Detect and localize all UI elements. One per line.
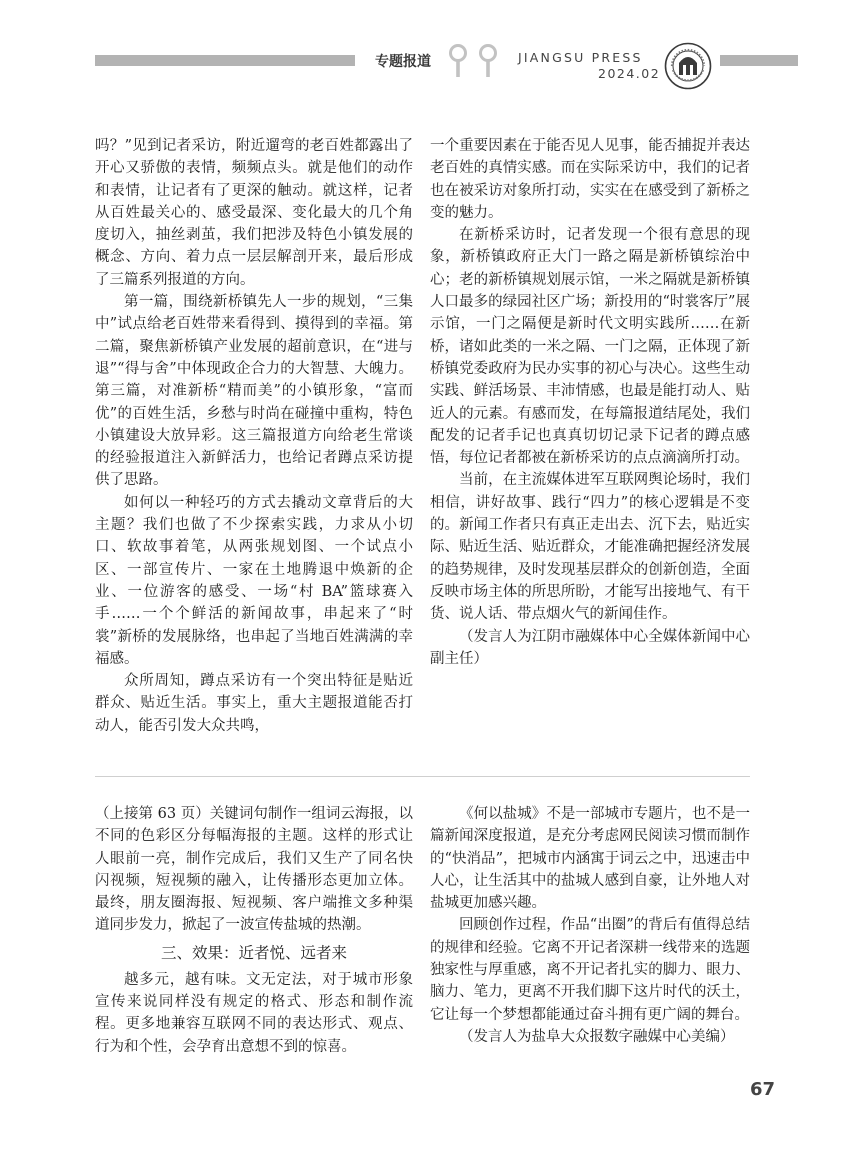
section-title: 专题报道	[375, 54, 431, 70]
page-number: 67	[750, 1079, 776, 1100]
article-top-column-left	[95, 135, 413, 737]
article-bottom-column-left	[95, 803, 413, 1058]
speaker-note: （发言人为江阴市融媒体中心全媒体新闻中心副主任）	[430, 628, 750, 667]
location-pin-icon	[478, 44, 498, 78]
paragraph: 众所周知，蹲点采访有一个突出特征是贴近群众、贴近生活。事实上，重大主题报道能否打动人，能否引发大众共鸣，	[95, 673, 413, 734]
paragraph: 吗？”见到记者采访，附近遛弯的老百姓都露出了开心又骄傲的表情，频频点头。就是他们的动作和表情，让记者有了更深的触动。就这样，记者从百姓最关心的、感受最深、变化最大的几个角度切入，抽丝剥茧，我们把涉及特色小镇发展的概念、方向、着力点一层层解剖开来，最后形成了三篇系列报道的方向。	[95, 138, 413, 288]
paragraph: 一个重要因素在于能否见人见事，能否捕捉并表达老百姓的真情实感。而在实际采访中，我们的记者也在被采访对象所打动，实实在在感受到了新桥之变的魅力。	[430, 138, 750, 221]
issue-date: 2024.02	[598, 66, 661, 81]
paragraph: 越多元，越有味。文无定法，对于城市形象宣传来说同样没有规定的格式、形态和制作流程。更多地兼容互联网不同的表达形式、观点、行为和个性，会孕育出意想不到的惊喜。	[95, 971, 413, 1055]
paragraph: 回顾创作过程，作品“出圈”的背后有值得总结的规律和经验。它离不开记者深耕一线带来的选题独家性与厚重感，离不开记者扎实的脚力、眼力、脑力、笔力，更离不开我们脚下这片时代的沃土，它让每一个梦想都能通过奋斗拥有更广阔的舞台。	[430, 917, 750, 1023]
publication-name: JIANGSU PRESS	[518, 50, 643, 65]
paragraph: （上接第 63 页）关键词句制作一组词云海报，以不同的色彩区分每幅海报的主题。这样的形式让人眼前一亮，制作完成后，我们又生产了同名快闪视频，短视频的融入，让传播形态更加立体。最终，朋友圈海报、短视频、客户端推文多种渠道同步发力，掀起了一波宣传盐城的热潮。	[95, 806, 413, 934]
article-divider	[95, 776, 750, 777]
paragraph: 《何以盐城》不是一部城市专题片，也不是一篇新闻深度报道，是充分考虑网民阅读习惯而制作的“快消品”，把城市内涵寓于词云之中，迅速击中人心，让生活其中的盐城人感到自豪，让外地人对盐城更加感兴趣。	[430, 806, 750, 912]
location-pin-icon	[448, 44, 468, 78]
header-bar-left	[95, 55, 355, 66]
article-top-column-right	[430, 135, 750, 670]
speaker-note: （发言人为盐阜大众报数字融媒中心美编）	[459, 1028, 735, 1045]
journal-seal-icon	[664, 42, 712, 90]
paragraph: 在新桥采访时，记者发现一个很有意思的现象，新桥镇政府正大门一路之隔是新桥镇综治中心；老的新桥镇规划展示馆，一米之隔就是新桥镇人口最多的绿园社区广场；新投用的“时裳客厅”展示馆，一门之隔便是新时代文明实践所……在新桥，诸如此类的一米之隔、一门之隔，正体现了新桥镇党委政府为民办实事的初心与决心。这些生动实践、鲜活场景、丰沛情感，也最是能打动人、贴近人的元素。有感而发，在每篇报道结尾处，我们配发的记者手记也真真切切记录下记者的蹲点感悟，每位记者都被在新桥采访的点点滴滴所打动。	[430, 227, 750, 467]
paragraph: 如何以一种轻巧的方式去撬动文章背后的大主题？我们也做了不少探索实践，力求从小切口、软故事着笔，从两张规划图、一个试点小区、一部宣传片、一家在土地腾退中焕新的企业、一位游客的感受、一场“村 BA”篮球赛入手……一个个鲜活的新闻故事，串起来了“时裳”新桥的发展脉络，也串起了当地百姓满满的幸福感。	[95, 494, 413, 667]
paragraph: 第一篇，围绕新桥镇先人一步的规划，“三集中”试点给老百姓带来看得到、摸得到的幸福。第二篇，聚焦新桥镇产业发展的超前意识，在“进与退”“得与舍”中体现政企合力的大智慧、大魄力。第三篇，对准新桥“精而美”的小镇形象，“富而优”的百姓生活，乡愁与时尚在碰撞中重构，特色小镇建设大放异彩。这三篇报道方向给老生常谈的经验报道注入新鲜活力，也给记者蹲点采访提供了思路。	[95, 294, 413, 489]
header-bar-right	[720, 55, 798, 66]
section-heading: 三、效果：近者悦、远者来	[160, 943, 347, 962]
article-bottom-column-right	[430, 803, 750, 1048]
paragraph: 当前，在主流媒体进军互联网舆论场时，我们相信，讲好故事、践行“四力”的核心逻辑是不变的。新闻工作者只有真正走出去、沉下去，贴近实际、贴近生活、贴近群众，才能准确把握经济发展的趋势规律，及时发现基层群众的创新创造，全面反映市场主体的所思所盼，才能写出接地气、有干货、说人话、带点烟火气的新闻佳作。	[430, 472, 750, 623]
